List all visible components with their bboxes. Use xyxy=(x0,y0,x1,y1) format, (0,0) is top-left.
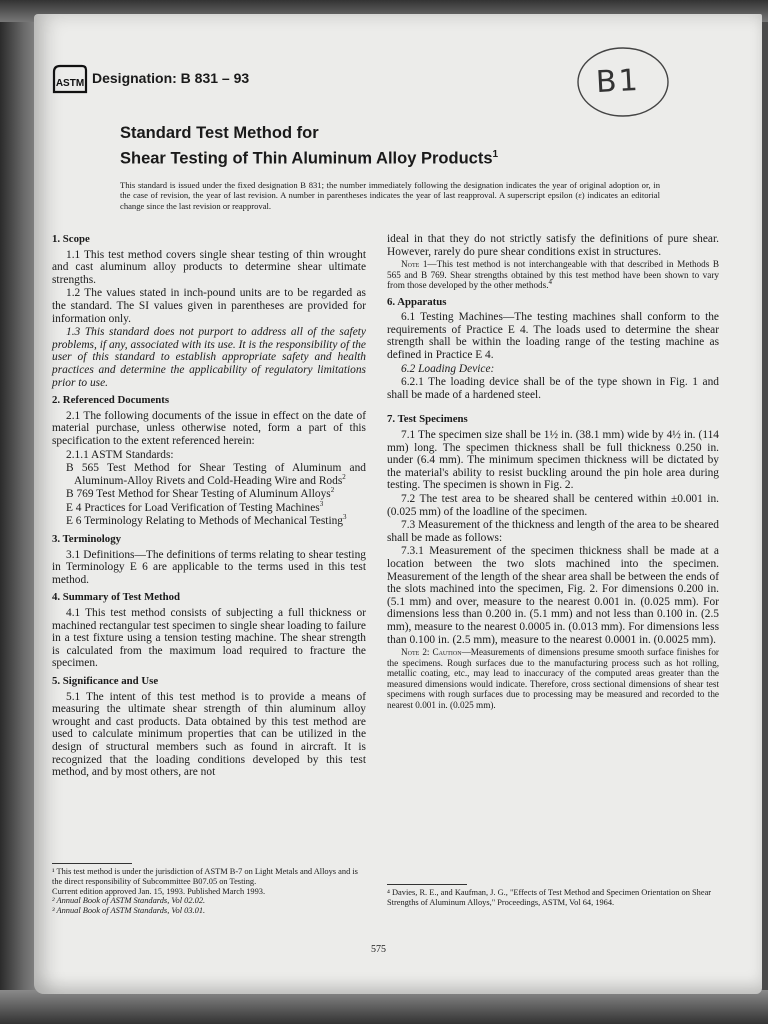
note-2 xyxy=(387,647,719,710)
section-heading-scope: 1. Scope xyxy=(52,233,90,245)
page-number: 575 xyxy=(371,944,386,955)
reference-footnote-mark: 3 xyxy=(343,513,347,522)
note-2-label: Note 2: Caution— xyxy=(401,647,471,658)
paragraph-6-2: 6.2 Loading Device: xyxy=(401,362,495,375)
paragraph-1-3: 1.3 This standard does not purport to address all of the safety problems, if any, associated with its use. It is the responsibility of the user of this standard to establish appropriate safety and health practices and determine the applicability of regulatory limitations prior to use. xyxy=(52,326,366,389)
paragraph-5-1-continued: ideal in that they do not strictly satisfy the definitions of pure shear. However, rarely do pure shear conditions exist in structures. xyxy=(387,233,719,258)
reference-text: B 769 Test Method for Shear Testing of Aluminum Alloys xyxy=(66,488,331,501)
title-footnote-mark: 1 xyxy=(492,149,499,160)
paragraph-3-1: 3.1 Definitions—The definitions of terms relating to shear testing in Terminology E 6 are applicable to the terms used in this test method. xyxy=(52,548,366,586)
title-text: Shear Testing of Thin Aluminum Alloy Products xyxy=(120,149,493,168)
paragraph-5-1: 5.1 The intent of this test method is to provide a means of measuring the ultimate shear strength of thin aluminum alloy wrought and cast products. Data obtained by this test method are used to calculate minimum properties that can be utilized in the design of structural members such as found in aircraft. It is recognized that the loading conditions developed by this test method, and by most others, are not xyxy=(52,690,366,779)
logo-text: ASTM xyxy=(55,78,85,89)
section-heading-apparatus: 6. Apparatus xyxy=(387,295,447,308)
footnote-rule-right xyxy=(387,884,467,885)
paragraph-1-1: 1.1 This test method covers single shear testing of thin wrought and cast aluminum alloy products to determine shear ultimate strengths. xyxy=(52,248,366,286)
paragraph-4-1: 4.1 This test method consists of subjecting a full thickness or machined rectangular test specimen to single shear loading to failure in a test fixture using a tension testing machine. The shear strength is calculated from the maximum load required to fracture the specimen. xyxy=(52,607,366,670)
section-heading-referenced-documents: 2. Referenced Documents xyxy=(52,394,170,407)
footnotes-right xyxy=(387,888,717,908)
paragraph-6-1: 6.1 Testing Machines—The testing machines shall conform to the requirements of Practice E 4. The loads used to determine the shear strength shall be within the loading range of the testing machine as defined in Practice E 4. xyxy=(387,311,719,362)
note-1-text: This test method is not interchangeable with that described in Methods B 565 and B 769. Shear strengths obtained by this test method have been shown to vary from those developed by the other methods. xyxy=(387,259,719,291)
right-column xyxy=(387,233,719,711)
footnote-rule-left xyxy=(52,863,132,864)
paragraph-6-2-1: 6.2.1 The loading device shall be of the type shown in Fig. 1 and shall be made of a hardened steel. xyxy=(387,376,719,401)
reference-item xyxy=(52,462,366,487)
reference-text: E 4 Practices for Load Verification of Testing Machines xyxy=(66,501,320,514)
section-heading-summary: 4. Summary of Test Method xyxy=(52,591,181,604)
reference-item xyxy=(52,488,366,501)
reference-item xyxy=(52,515,366,528)
paragraph-7-2: 7.2 The test area to be sheared shall be centered within ±0.001 in. (0.025 mm) of the loadline of the specimen. xyxy=(387,493,719,518)
note-1-label: Note 1— xyxy=(401,259,437,270)
reference-footnote-mark: 2 xyxy=(342,472,346,481)
footnote-2: ² Annual Book of ASTM Standards, Vol 02.02. xyxy=(52,896,206,906)
footnote-1-edition: Current edition approved Jan. 15, 1993. Published March 1993. xyxy=(52,886,266,896)
left-column xyxy=(52,228,366,780)
section-heading-test-specimens: 7. Test Specimens xyxy=(387,413,468,426)
reference-footnote-mark: 3 xyxy=(319,500,324,509)
reference-text: E 6 Terminology Relating to Methods of Mechanical Testing xyxy=(66,515,344,528)
paragraph-1-2: 1.2 The values stated in inch-pound units are to be regarded as the standard. The SI values given in parentheses are provided for information only. xyxy=(52,287,366,325)
reference-text: B 565 Test Method for Shear Testing of Aluminum and Aluminum-Alloy Rivets and Cold-Heading Wire and Rods xyxy=(66,462,366,487)
note-2-text: Measurements of dimensions presume smooth surface finishes for the specimens. Rough surfaces due to the manufacturing process such as hot rolling, metallic coating, etc., may lead to inaccuracy of the computed areas greater than the measured dimensions would indicate. Therefore, cross sectional dimensions of shear test specimens with rough surfaces due to processing may be measured and recorded to the nearest 0.001 in. (0.025 mm). xyxy=(387,647,719,710)
title-line-2 xyxy=(120,144,498,170)
handwritten-annotation: B1 xyxy=(595,62,641,101)
standard-preface: This standard is issued under the fixed designation B 831; the number immediately following the designation indicates the year of original adoption or, in the case of revision, the year of last revision. A number in parentheses indicates the year of last reapproval. A superscript epsilon (ε) indicates an editorial change since the last revision or reapproval. xyxy=(120,180,660,211)
section-heading-significance: 5. Significance and Use xyxy=(52,675,159,687)
paragraph-2-1-1: 2.1.1 ASTM Standards: xyxy=(66,448,174,461)
reference-footnote-mark: 2 xyxy=(330,486,335,495)
reference-item xyxy=(52,502,366,515)
footnotes-left xyxy=(52,867,364,916)
footnote-1: ¹ This test method is under the jurisdiction of ASTM B-7 on Light Metals and Alloys and is the direct responsibility of Subcommittee B07.05 on Testing. xyxy=(52,867,358,886)
document-title xyxy=(120,123,498,170)
paragraph-2-1: 2.1 The following documents of the issue in effect on the date of material purchase, unless otherwise noted, form a part of this specification to the extent referenced herein: xyxy=(52,409,366,447)
footnote-4: ⁴ Davies, R. E., and Kaufman, J. G., "Effects of Test Method and Specimen Orientation on Shear Strengths of Aluminum Alloys," Proceedings, ASTM, Vol 64, 1964. xyxy=(387,888,712,907)
astm-logo-icon xyxy=(50,62,90,98)
designation: Designation: B 831 – 93 xyxy=(92,70,250,86)
note-1 xyxy=(387,259,719,291)
note-1-footnote-mark: 4 xyxy=(548,278,553,287)
section-heading-terminology: 3. Terminology xyxy=(52,533,121,546)
paragraph-7-3: 7.3 Measurement of the thickness and length of the area to be sheared shall be made as follows: xyxy=(387,519,719,544)
scan-shadow-bottom xyxy=(0,990,768,1024)
paragraph-7-3-1: 7.3.1 Measurement of the specimen thickness shall be made at a location between the two slots machined into the specimen. Measurement of the length of the shear area shall be between the ends of the slots machined into the specimen, Fig. 2. For dimensions 0.200 in. (5.1 mm) and over, measure to the nearest 0.001 in. (0.025 mm). For dimensions less than 0.200 in. (5.1 mm) and not less than 0.100 in. (2.5 mm), measure to the nearest 0.0005 in. (0.013 mm). For dimensions less than 0.100 in. (2.5 mm), measure to the nearest 0.0001 in. (0.0025 mm). xyxy=(387,545,719,646)
footnote-3: ³ Annual Book of ASTM Standards, Vol 03.01. xyxy=(52,906,206,916)
title-line-1: Standard Test Method for xyxy=(120,124,319,142)
paragraph-7-1: 7.1 The specimen size shall be 1½ in. (38.1 mm) wide by 4½ in. (114 mm) long. The specimen thickness shall be full thickness 0.250 in. under (6.4 mm). The minimum specimen thickness will be dictated by the material's ability to resist buckling around the pin hole area during testing. The specimen is shown in Fig. 2. xyxy=(387,429,719,492)
